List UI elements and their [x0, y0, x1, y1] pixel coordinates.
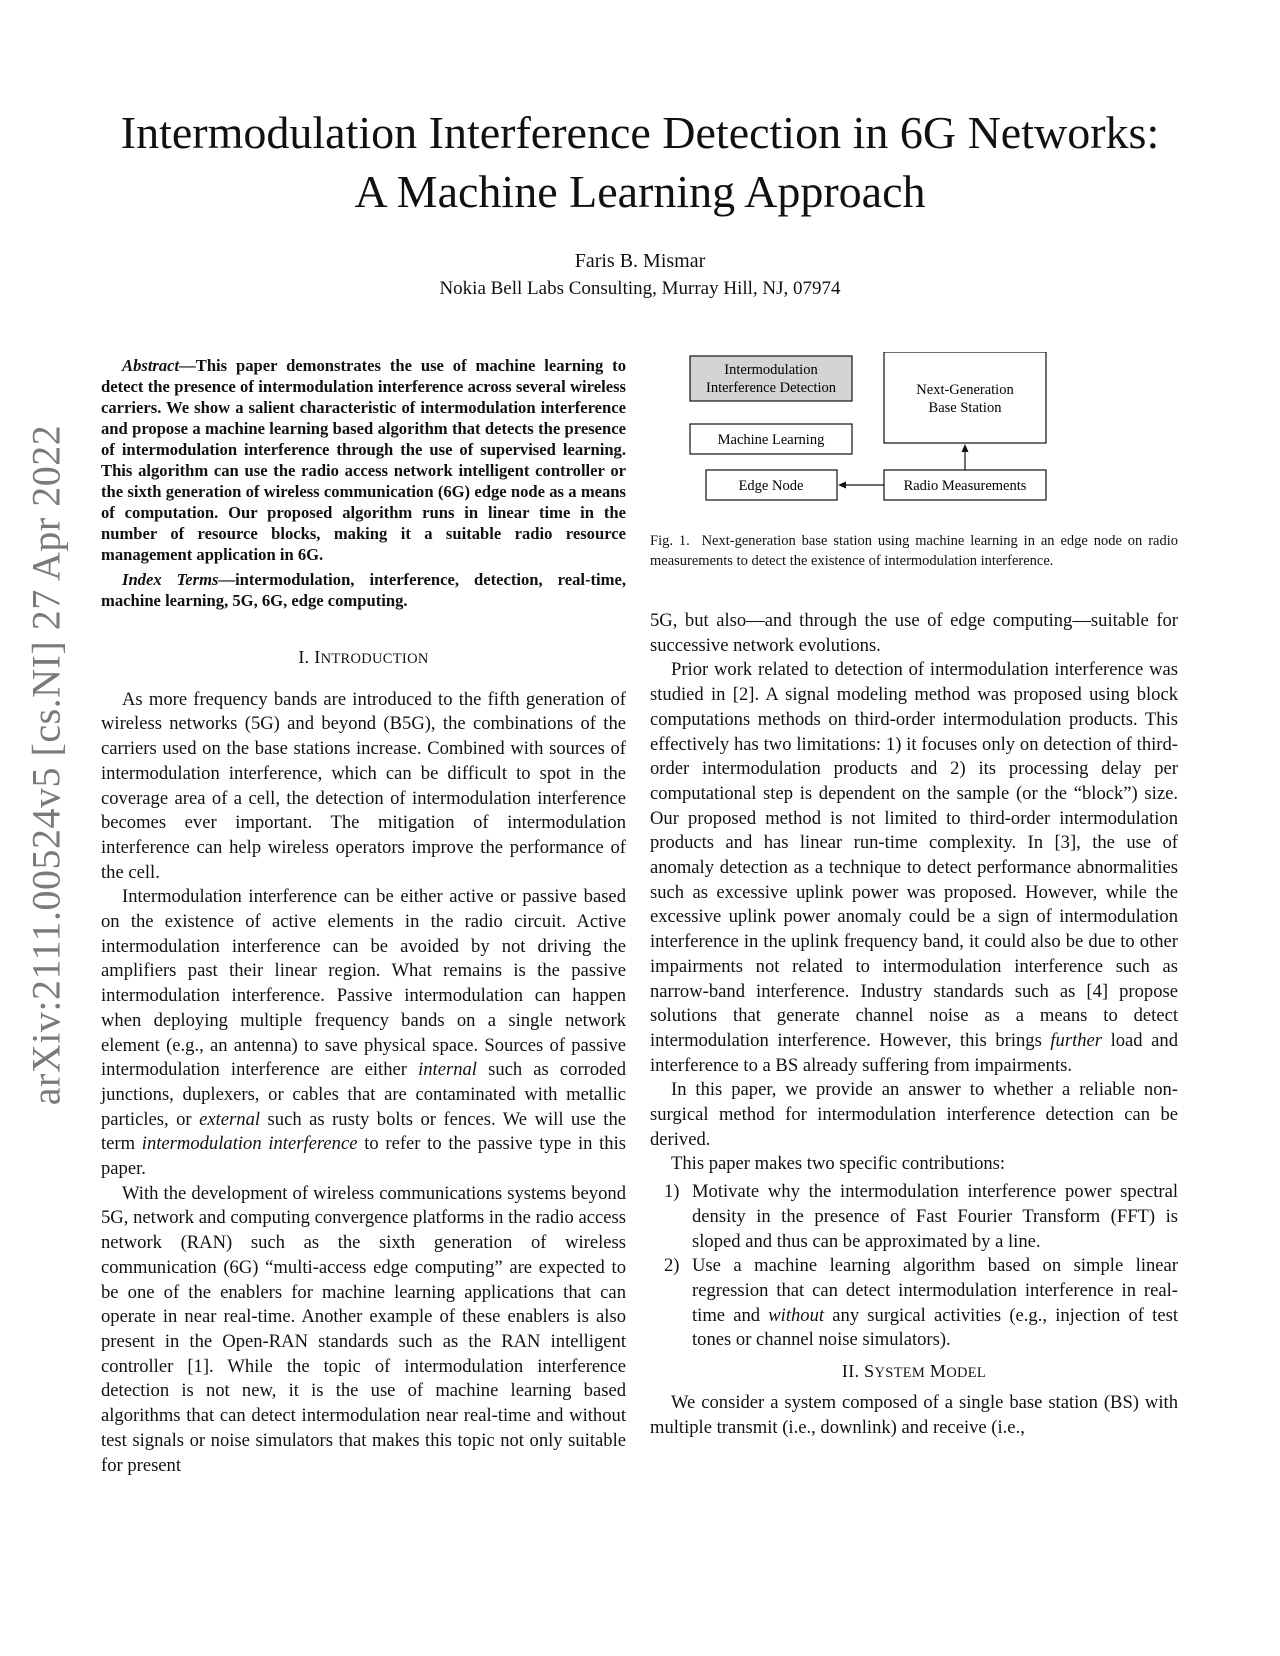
paper-title: Intermodulation Interference Detection in 6G Networks: A Machine Learning Approach	[120, 107, 1160, 217]
section-title-rest: YSTEM	[874, 1365, 926, 1382]
right-paragraph-0: 5G, but also—and through the use of edge computing—suitable for successive network evolutions.	[650, 610, 1178, 656]
contribution-item-1	[650, 1180, 1178, 1254]
caption-label: Fig. 1.	[650, 533, 690, 549]
abstract	[101, 355, 626, 565]
emphasis-internal: internal	[418, 1059, 477, 1081]
index-terms-text: —intermodulation, interference, detection, real-time, machine learning, 5G, 6G, edge computing.	[101, 570, 627, 610]
arxiv-id-text: arXiv:2111.00524v5 [cs.NI] 27 Apr 2022	[23, 424, 69, 1106]
index-terms	[101, 569, 626, 611]
abstract-label: Abstract	[122, 356, 180, 375]
author-name: Faris B. Mismar	[574, 250, 706, 272]
figure-1-diagram	[650, 352, 1178, 522]
left-column	[101, 355, 626, 1478]
contributions-intro: This paper makes two specific contributions:	[671, 1153, 1006, 1175]
section-heading-system-model	[650, 1359, 1178, 1386]
emphasis-without: without	[768, 1304, 825, 1326]
text-run: to refer to the passive type in this paper.	[101, 1133, 626, 1180]
list-number: 2)	[664, 1255, 680, 1277]
arrowhead-up	[962, 444, 969, 452]
emphasis-term: intermodulation interference	[141, 1133, 358, 1155]
text-run: Intermodulation interference can be either active or passive based on the existence of active elements in the radio circuit. Active intermodulation interference can be avoided by not driving the amplifiers past their linear region. What remains is the passive intermodulation interference. Passive intermodulation can happen when deploying multiple frequency bands on a single network element (e.g., an antenna) to save physical space. Sources of passive intermodulation interference are either	[101, 886, 626, 1081]
abstract-text: —This paper demonstrates the use of machine learning to detect the presence of intermodulation interference across several wireless carriers. We show a salient characteristic of intermodulation interference and propose a machine learning based algorithm that detects the presence of intermodulation interference through the use of supervised learning. This algorithm can use the radio access network intelligent controller or the sixth generation of wireless communication (6G) edge node as a means of computation. Our proposed algorithm runs in linear time in the number of resource blocks, making it a suitable radio resource management application in 6G.	[101, 356, 626, 564]
prior-work-paragraph	[650, 658, 1178, 1078]
section-title-rest: NTRODUCTION	[320, 651, 429, 667]
box-ngbs-line2: Base Station	[928, 400, 1002, 416]
index-terms-label: Index Terms	[122, 570, 219, 589]
system-model-paragraph: We consider a system composed of a single base station (BS) with multiple transmit (i.e., downlink) and receive (i.e.,	[650, 1391, 1178, 1438]
box-ml-label: Machine Learning	[717, 432, 825, 448]
intro-paragraph-1: As more frequency bands are introduced to the fifth generation of wireless networks (5G) and beyond (B5G), the combinations of the carriers used on the base stations increase. Combined with sources of intermodulation interference, which can be difficult to spot in the coverage area of a cell, the detection of intermodulation interference becomes ever important. The mitigation of intermodulation interference can help wireless operators improve the performance of the cell.	[101, 688, 626, 883]
contribution-item-2	[650, 1254, 1178, 1353]
section-title-rest: ODEL	[946, 1365, 987, 1382]
emphasis-external: external	[199, 1108, 261, 1130]
text-run: load and interference to a BS already suffering from impairments.	[650, 1029, 1179, 1076]
section-title-initial: M	[929, 1361, 947, 1382]
contributions-list	[650, 1180, 1178, 1353]
caption-text: Next-generation base station using machine learning in an edge node on radio measurements to detect the existence of intermodulation interference.	[650, 533, 1179, 569]
arrowhead-left	[838, 482, 846, 489]
intro-paragraph-2	[101, 885, 626, 1181]
text-run: such as corroded junctions, duplexers, or cables that are contaminated with metallic particles, or	[101, 1059, 627, 1130]
block-diagram	[650, 352, 1178, 522]
box-imd-line1: Intermodulation	[724, 362, 818, 378]
author-affiliation: Nokia Bell Labs Consulting, Murray Hill, NJ, 07974	[439, 278, 841, 299]
text-run: such as rusty bolts or fences. We will use the term	[101, 1108, 626, 1155]
list-number: 1)	[664, 1181, 680, 1203]
section-number: II.	[841, 1361, 860, 1382]
arxiv-identifier-stamp	[18, 405, 74, 1125]
box-edge-label: Edge Node	[738, 478, 804, 494]
section-number: I.	[298, 647, 310, 667]
figure-1-caption	[650, 532, 1178, 571]
text-run: Prior work related to detection of intermodulation interference was studied in [2]. A signal modeling method was proposed using block computations methods on third-order intermodulation products. This effectively has two limitations: 1) it focuses only on detection of third-order intermodulation products and 2) its processing delay per computational step is dependent on the sample (or the “block”) size. Our proposed method is not limited to third-order intermodulation products and has linear run-time complexity. In [3], the use of anomaly detection as a technique to detect performance abnormalities such as excessive uplink power was proposed. However, while the excessive uplink power anomaly could be a sign of intermodulation interference in the uplink frequency band, it could also be due to other impairments not related to intermodulation interference such as narrow-band interference. Industry standards such as [4] propose solutions that generate channel noise as a means to detect intermodulation interference. However, this brings	[650, 659, 1178, 1051]
right-column	[650, 609, 1178, 1440]
box-ngbs-line1: Next-Generation	[916, 382, 1014, 398]
text-run: Motivate why the intermodulation interference power spectral density in the presence of Fast Fourier Transform (FFT) is sloped and thus can be approximated by a line.	[692, 1181, 1178, 1252]
box-imd-line2: Interference Detection	[705, 380, 837, 396]
question-paragraph: In this paper, we provide an answer to whether a reliable non-surgical method for intermodulation interference detection can be derived.	[650, 1079, 1178, 1150]
text-run: Use a machine learning algorithm based on simple linear regression that can detect intermodulation interference in real-time and	[692, 1255, 1178, 1326]
section-title-initial: I	[314, 647, 321, 667]
section-heading-introduction	[101, 645, 626, 672]
intro-paragraph-3: With the development of wireless communications systems beyond 5G, network and computing convergence platforms in the radio access network (RAN) such as the sixth generation of wireless communication (6G) “multi-access edge computing” are expected to be one of the enablers for machine learning applications that can operate in near real-time. Another example of these enablers is also present in the Open-RAN standards such as the RAN intelligent controller [1]. While the topic of intermodulation interference detection is not new, it is the use of machine learning based algorithms that can detect intermodulation near real-time and without test signals or noise simulators that makes this topic not only suitable for present	[101, 1182, 626, 1476]
section-title-initial: S	[864, 1361, 875, 1382]
text-run: any surgical activities (e.g., injection of test tones or channel noise simulators).	[692, 1304, 1178, 1351]
box-radio-label: Radio Measurements	[903, 478, 1027, 494]
emphasis-further: further	[1050, 1029, 1103, 1051]
